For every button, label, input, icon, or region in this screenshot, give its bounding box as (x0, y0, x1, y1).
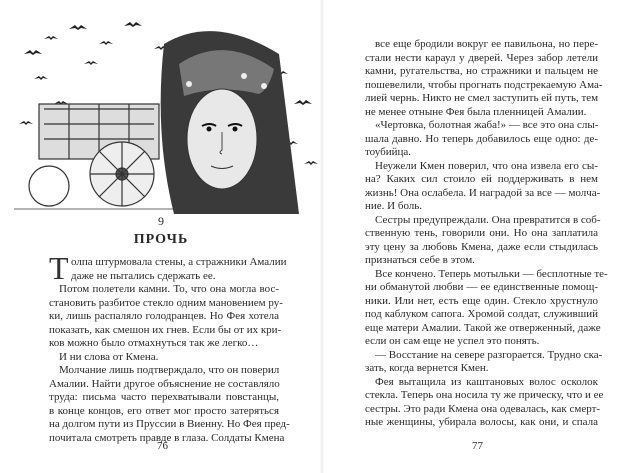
text-line: лией чернь. Никто не смел заступить ей путь, тем (365, 92, 599, 104)
text-line: все еще бродили вокруг ее павильона, но пере- (375, 38, 598, 50)
text-line: пошевелили, чтобы прогнать подстрекаемую Ама- (365, 78, 603, 91)
right-page-text (365, 38, 608, 430)
text-line: Все кончено. Теперь мотыльки — бесплотные те- (375, 267, 608, 280)
left-page-text (49, 250, 290, 445)
woman-portrait-drawing (161, 31, 299, 214)
text-line: Амалии. Найти другое объяснение не составляло (49, 377, 280, 390)
text-line: стали нести караул у дверей. Через забор летели (365, 51, 598, 64)
text-line: жизнь! Она ослабела. И наградой за все — молча- (365, 186, 601, 199)
text-line: ные женщины, убирала волосы, как они, и спала (365, 416, 598, 428)
text-line: если он сам еще не успел это понять. (365, 335, 540, 347)
text-line: ственную тень, говорили они. Но она заплатила (365, 227, 598, 239)
text-line: показать, как смешон их гнев. Если бы от их кри- (49, 323, 282, 336)
text-line: еще матери Амалии. Такой же отверженный, даже (365, 321, 601, 334)
page-number: 77 (472, 440, 483, 452)
chapter-illustration (14, 14, 320, 216)
text-line: ни обманутой любви — ее единственные помощ- (365, 281, 598, 293)
text-line: даже не пытались сдержать ее. (71, 269, 216, 282)
text-line: ков можно было отмахнуться так же легко… (49, 337, 259, 349)
chapter-number: 9 (158, 214, 164, 228)
text-line: на? Каких сил стоило ей поддерживать в нем (365, 173, 598, 185)
text-line: не менее отныне Фея была пленницей Амалии. (365, 105, 587, 118)
text-line: олпа штурмовала стены, а стражники Амалии (71, 256, 287, 268)
text-line: Сестры предупреждали. Она превратится в соб- (375, 213, 601, 226)
text-line: камни, ругательства, но стражники и пальцем не (365, 65, 598, 77)
chapter-title: ПРОЧЬ (133, 232, 189, 247)
carriage-drawing (14, 104, 174, 209)
drop-cap: Т (49, 250, 69, 286)
text-line: тоубийца. (365, 146, 411, 158)
text-line: И ни слова от Кмена. (59, 350, 159, 363)
text-line: ки, лишь распаляло голодранцев. Но Фея хотела (49, 310, 279, 322)
text-line: в конце концов, его ответ мог просто затеряться (49, 404, 279, 417)
text-line: «Чертовка, болотная жаба!» — все это она слы- (375, 119, 599, 131)
text-line: Потом полетели камни. То, что она могла вос- (59, 283, 279, 295)
text-line: эту цену за любовь Кмена, даже если стыдилась (365, 240, 598, 253)
text-line: ники. Или нет, есть еще один. Стекло хрустнуло (365, 294, 598, 307)
page-number: 76 (157, 440, 168, 452)
text-line: под каблуком сапога. Хромой солдат, служивший (365, 308, 598, 320)
text-line: Молчание лишь подтверждало, что он поверил (59, 364, 280, 376)
text-line: стекла. Теперь она носила ту же прическу, что и ее (365, 389, 604, 401)
text-line: ние. И боль. (365, 200, 423, 212)
text-line: Фея вытащила из каштановых волос осколок (375, 375, 598, 388)
right-page (322, 0, 643, 473)
text-line: сестры. Это ради Кмена она одевалась, как смерт- (365, 402, 601, 415)
text-line: почитала смотреть правде в глаза. Солдаты Кмена (49, 431, 285, 444)
text-line: шала давно. Но теперь добавилось еще одно: де- (365, 132, 598, 145)
text-line: труда: письма часто перехватывали повстанцы, (49, 391, 279, 403)
text-line: зать, когда вернется Кмен. (365, 362, 489, 374)
text-line: Неужели Кмен поверил, что она извела его сы- (375, 159, 598, 172)
text-line: становить разбитое стекло одним мановением ру- (49, 296, 283, 309)
text-line: признаться себе в этом. (365, 254, 475, 266)
text-line: на долгом пути из Пруссии в Виенну. Но Фея пред- (49, 418, 290, 430)
text-line: — Восстание на севере разгорается. Трудно ска- (375, 348, 603, 361)
